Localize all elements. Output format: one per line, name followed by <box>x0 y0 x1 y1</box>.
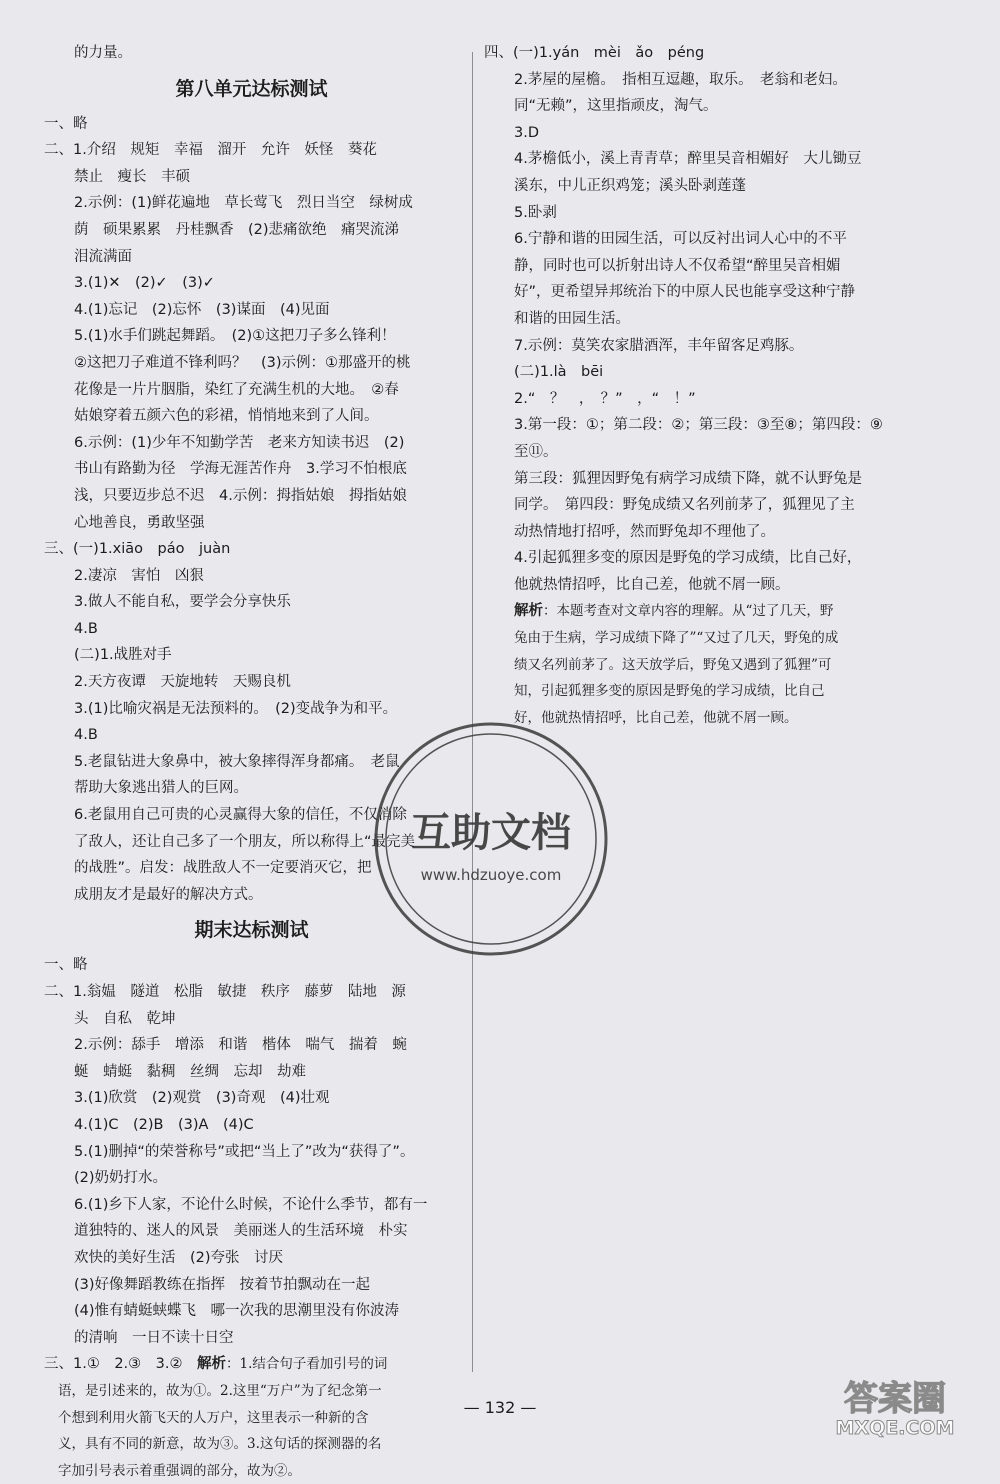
answer-line: 和谐的田园生活。 <box>514 310 630 327</box>
answer-line: 5.(1)水手们跳起舞蹈。 (2)①这把刀子多么锋利！ <box>74 328 396 345</box>
right-column <box>484 40 954 731</box>
answer-line: 3.(1)比喻灾祸是无法预料的。 (2)变战争为和平。 <box>74 700 398 717</box>
logo-url-text: MXQE.COM <box>835 1417 955 1439</box>
answer-line: 6.老鼠用自己可贵的心灵赢得大象的信任，不仅消除 <box>74 807 407 824</box>
answer-line: 了敌人，还让自己多了一个朋友，所以称得上“最完美 <box>74 833 416 850</box>
answer-line: 2.示例：(1)鲜花遍地 草长莺飞 烈日当空 绿树成 <box>74 195 413 212</box>
answer-line: 3.(1)✕ (2)✓ (3)✓ <box>74 275 215 292</box>
answer-line: 四、(一)1.yán mèi ǎo péng <box>484 45 705 61</box>
answer-line: (3)好像舞蹈教练在指挥 按着节拍飘动在一起 <box>74 1276 371 1293</box>
answer-line: ②这把刀子难道不锋利吗？ (3)示例：①那盛开的桃 <box>74 354 411 371</box>
answer-line: (4)惟有蜻蜓蛱蝶飞 哪一次我的思潮里没有你波涛 <box>74 1303 400 1320</box>
answer-line: (二)1.战胜对手 <box>74 647 172 664</box>
answer-line: 蜒 蜻蜓 黏稠 丝绸 忘却 劫难 <box>74 1063 306 1080</box>
answer-line: 一、略 <box>44 957 88 974</box>
watermark-stamp <box>370 718 612 960</box>
answer-line: 4.B <box>74 727 98 744</box>
section-title: 第八单元达标测试 <box>175 77 328 100</box>
answer-line: 成朋友才是最好的解决方式。 <box>74 886 263 903</box>
analysis-label: 解析 <box>514 603 543 620</box>
stamp-url-text: www.hdzuoye.com <box>420 866 562 884</box>
answer-line: 三、(一)1.xiāo páo juàn <box>44 541 231 558</box>
answer-line: 道独特的、迷人的风景 美丽迷人的生活环境 朴实 <box>74 1223 408 1240</box>
analysis-text: ：1.结合句子看加引号的词 <box>226 1356 388 1373</box>
analysis-label: 解析 <box>197 1356 227 1373</box>
column-divider <box>472 52 473 1372</box>
answer-line: 6.宁静和谐的田园生活，可以反衬出词人心中的不平 <box>514 231 847 248</box>
answer-line: 3.做人不能自私，要学会分享快乐 <box>74 594 291 611</box>
analysis-line: 兔由于生病，学习成绩下降了”“又过了几天，野兔的成 <box>514 630 839 647</box>
answer-line: 溪东，中儿正织鸡笼；溪头卧剥莲蓬 <box>514 177 746 194</box>
answer-line: 2.“ ？ ， ？” ，“ ！” <box>514 390 696 407</box>
corner-watermark-logo <box>800 1370 990 1440</box>
answer-line: 好”，更希望异邦统治下的中原人民也能享受这种宁静 <box>514 284 856 301</box>
answer-line: 2.示例：舔手 增添 和谐 楷体 喘气 揣着 蜿 <box>74 1037 407 1054</box>
answer-line: 5.(1)删掉“的荣誉称号”或把“当上了”改为“获得了”。 <box>74 1143 415 1160</box>
answer-line: 5.老鼠钻进大象鼻中，被大象摔得浑身都痛。 老鼠 <box>74 753 400 770</box>
answer-line: (二)1.là bēi <box>514 364 604 381</box>
answer-line: 第三段：狐狸因野兔有病学习成绩下降，就不认野兔是 <box>514 470 862 487</box>
analysis-line: 义，具有不同的新意，故为③。3.这句话的探测器的名 <box>58 1436 382 1453</box>
analysis-line: 知，引起狐狸多变的原因是野兔的学习成绩，比自己 <box>514 683 825 700</box>
answer-line: 的力量。 <box>74 45 132 61</box>
answer-line: 帮助大象逃出猎人的巨网。 <box>74 780 248 797</box>
analysis-line: 字加引号表示着重强调的部分，故为②。 <box>58 1462 301 1479</box>
answer-line: 姑娘穿着五颜六色的彩裙，悄悄地来到了人间。 <box>74 408 379 425</box>
analysis-line: 好，他就热情招呼，比自己差，他就不屑一顾。 <box>514 709 798 726</box>
answer-line: 头 自私 乾坤 <box>74 1010 176 1027</box>
answer-text: 三、1.① 2.③ 3.② <box>44 1356 198 1373</box>
stamp-main-text: 互助文档 <box>411 810 571 856</box>
answer-line: 的战胜”。启发：战胜敌人不一定要消灭它，把 <box>74 860 372 877</box>
answer-line: 书山有路勤为径 学海无涯苦作舟 3.学习不怕根底 <box>74 461 407 478</box>
answer-line: 泪流满面 <box>74 248 132 265</box>
answer-line: 4.(1)忘记 (2)忘怀 (3)谋面 (4)见面 <box>74 301 330 318</box>
answer-line: 荫 硕果累累 丹桂飘香 (2)悲痛欲绝 痛哭流涕 <box>74 221 400 238</box>
answer-line: 二、1.介绍 规矩 幸福 溜开 允许 妖怪 葵花 <box>44 142 377 159</box>
answer-line: 禁止 瘦长 丰硕 <box>74 168 190 185</box>
answer-line: 4.(1)C (2)B (3)A (4)C <box>74 1116 254 1133</box>
answer-line: 欢快的美好生活 (2)夸张 讨厌 <box>74 1249 284 1266</box>
answer-line: 6.示例：(1)少年不知勤学苦 老来方知读书迟 (2) <box>74 434 405 451</box>
answer-line: (2)奶奶打水。 <box>74 1170 168 1187</box>
section-title: 期末达标测试 <box>194 919 309 942</box>
analysis-line: 绩又名列前茅了。这天放学后，野兔又遇到了狐狸”可 <box>514 656 832 673</box>
logo-main-text: 答案圈 <box>844 1379 946 1419</box>
answer-line: 静，同时也可以折射出诗人不仅希望“醉里吴音相媚 <box>514 257 841 274</box>
answer-line: 动热情地打招呼，然而野兔却不理他了。 <box>514 523 775 540</box>
answer-line: 4.引起狐狸多变的原因是野兔的学习成绩，比自己好， <box>514 550 862 567</box>
answer-line: 一、略 <box>44 115 88 132</box>
answer-line: 3.D <box>514 124 539 141</box>
analysis-line: 个想到利用火箭飞天的人万户，这里表示一种新的含 <box>58 1409 369 1426</box>
answer-line: 花像是一片片胭脂，染红了充满生机的大地。 ②春 <box>74 381 399 398</box>
answer-line <box>484 598 954 625</box>
answer-line: 他就热情招呼，比自己差，他就不屑一顾。 <box>514 576 790 593</box>
answer-line: 心地善良，勇敢坚强 <box>74 514 205 531</box>
answer-line: 2.天方夜谭 天旋地转 天赐良机 <box>74 674 291 691</box>
answer-line: 3.第一段：①；第二段：②；第三段：③至⑧；第四段：⑨ <box>514 417 883 434</box>
answer-line: 的清响 一日不读十日空 <box>74 1329 234 1346</box>
page-number: — 132 — <box>463 1398 537 1417</box>
answer-line: 二、1.翁媪 隧道 松脂 敏捷 秩序 藤萝 陆地 源 <box>44 984 406 1000</box>
answer-line: 同“无赖”，这里指顽皮，淘气。 <box>514 98 718 115</box>
answer-line: 2.茅屋的屋檐。 指相互逗趣，取乐。 老翁和老妇。 <box>514 71 847 88</box>
answer-line: 3.(1)欣赏 (2)观赏 (3)奇观 (4)壮观 <box>74 1090 330 1107</box>
analysis-text: ：本题考查对文章内容的理解。从“过了几天，野 <box>543 603 834 620</box>
answer-line <box>44 1351 459 1378</box>
answer-line: 4.茅檐低小，溪上青青草；醉里吴音相媚好 大儿锄豆 <box>514 151 862 168</box>
answer-line: 同学。 第四段：野兔成绩又名列前茅了，狐狸见了主 <box>514 497 855 514</box>
answer-line: 6.(1)乡下人家，不论什么时候，不论什么季节，都有一 <box>74 1196 428 1213</box>
answer-line: 2.凄凉 害怕 凶狠 <box>74 567 204 584</box>
answer-line: 5.卧剥 <box>514 204 557 221</box>
analysis-line: 语，是引述来的，故为①。2.这里“万户”为了纪念第一 <box>58 1382 382 1399</box>
answer-line: 浅，只要迈步总不迟 4.示例：拇指姑娘 拇指姑娘 <box>74 487 407 504</box>
answer-line: 4.B <box>74 620 98 637</box>
answer-line: 7.示例：莫笑农家腊酒浑，丰年留客足鸡豚。 <box>514 337 804 354</box>
answer-line: 至⑪。 <box>514 443 558 460</box>
